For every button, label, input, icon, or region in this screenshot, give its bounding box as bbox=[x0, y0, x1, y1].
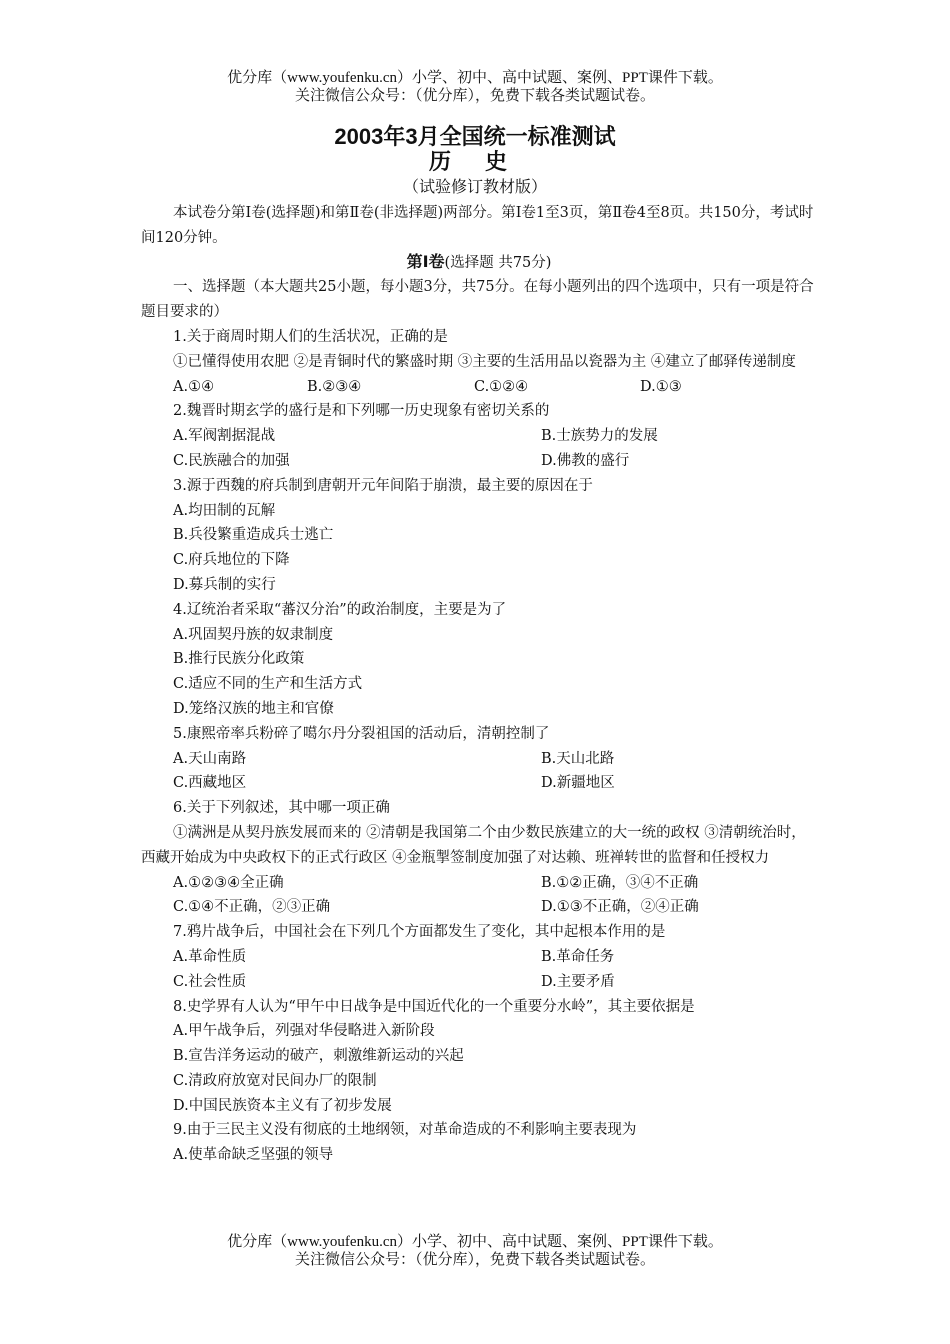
question-stem: 1.关于商周时期人们的生活状况，正确的是 bbox=[173, 328, 448, 345]
option-c[interactable]: C.适应不同的生产和生活方式 bbox=[173, 676, 363, 693]
option-a[interactable]: A.均田制的瓦解 bbox=[173, 502, 276, 519]
option-b[interactable]: B.士族势力的发展 bbox=[541, 428, 658, 445]
option-b[interactable]: B.推行民族分化政策 bbox=[173, 651, 305, 668]
question-stem: 8.史学界有人认为“甲午中日战争是中国近代化的一个重要分水岭”，其主要依据是 bbox=[173, 998, 695, 1015]
footer-line-2: 关注微信公众号：（优分库），免费下载各类试题试卷。 bbox=[294, 1252, 655, 1268]
option-d[interactable]: D.新疆地区 bbox=[541, 775, 615, 792]
option-c[interactable]: C.社会性质 bbox=[173, 973, 247, 990]
option-row bbox=[141, 375, 817, 400]
option-c[interactable]: C.清政府放宽对民间办厂的限制 bbox=[173, 1072, 377, 1089]
option-a[interactable]: A.军阀割据混战 bbox=[173, 428, 276, 445]
option-row bbox=[141, 945, 817, 970]
header-line-1: 优分库（www.youfenku.cn）小学、初中、高中试题、案例、PPT课件下载。 bbox=[227, 70, 723, 86]
option-row bbox=[141, 895, 817, 920]
edition-label: （试验修订教材版） bbox=[402, 177, 547, 196]
option-b[interactable]: B.兵役繁重造成兵士逃亡 bbox=[173, 527, 334, 544]
section-heading bbox=[141, 251, 817, 276]
section-label: 第Ⅰ卷 bbox=[406, 253, 445, 271]
question-stem: 2.魏晋时期玄学的盛行是和下列哪一历史现象有密切关系的 bbox=[173, 403, 550, 420]
option-row bbox=[141, 771, 817, 796]
option-a[interactable]: A.甲午战争后，列强对华侵略进入新阶段 bbox=[173, 1023, 435, 1040]
question-stem: 6.关于下列叙述，其中哪一项正确 bbox=[173, 800, 390, 817]
option-d[interactable]: D.①③不正确，②④正确 bbox=[541, 899, 699, 916]
option-b[interactable]: B.革命任务 bbox=[541, 948, 615, 965]
question-stem: 9.由于三民主义没有彻底的土地纲领，对革命造成的不利影响主要表现为 bbox=[173, 1122, 637, 1139]
exam-content bbox=[141, 201, 817, 1168]
section-note: (选择题 共75分) bbox=[444, 254, 552, 271]
option-b[interactable]: B.天山北路 bbox=[541, 750, 615, 767]
part1-heading: 一、选择题（本大题共25小题，每小题3分，共75分。在每小题列出的四个选项中，只有一项是符合题目要求的） bbox=[141, 279, 814, 321]
option-c[interactable]: C.①②④ bbox=[474, 378, 529, 395]
question-stem: 3.源于西魏的府兵制到唐朝开元年间陷于崩溃，最主要的原因在于 bbox=[173, 477, 593, 494]
question-stem: 5.康熙帝率兵粉碎了噶尔丹分裂祖国的活动后，清朝控制了 bbox=[173, 725, 550, 742]
option-b[interactable]: B.①②正确，③④不正确 bbox=[541, 874, 699, 891]
question-stem: 7.鸦片战争后，中国社会在下列几个方面都发生了变化，其中起根本作用的是 bbox=[173, 924, 666, 941]
option-b[interactable]: B.宣告洋务运动的破产，刺激维新运动的兴起 bbox=[173, 1048, 464, 1065]
option-d[interactable]: D.主要矛盾 bbox=[541, 973, 615, 990]
option-b[interactable]: B.②③④ bbox=[307, 378, 362, 395]
option-d[interactable]: D.①③ bbox=[640, 378, 682, 395]
option-a[interactable]: A.革命性质 bbox=[173, 948, 247, 965]
option-d[interactable]: D.中国民族资本主义有了初步发展 bbox=[173, 1097, 392, 1114]
option-a[interactable]: A.天山南路 bbox=[173, 750, 247, 767]
option-a[interactable]: A.①②③④全正确 bbox=[173, 874, 284, 891]
option-a[interactable]: A.①④ bbox=[173, 378, 215, 395]
option-c[interactable]: C.①④不正确，②③正确 bbox=[173, 899, 331, 916]
option-row bbox=[141, 424, 817, 449]
option-a[interactable]: A.巩固契丹族的奴隶制度 bbox=[173, 626, 334, 643]
header-line-2: 关注微信公众号：（优分库），免费下载各类试题试卷。 bbox=[294, 88, 655, 104]
option-c[interactable]: C.府兵地位的下降 bbox=[173, 552, 290, 569]
footer-line-1: 优分库（www.youfenku.cn）小学、初中、高中试题、案例、PPT课件下载。 bbox=[227, 1234, 723, 1250]
option-row bbox=[141, 449, 817, 474]
subject-title: 历 史 bbox=[428, 149, 522, 174]
option-d[interactable]: D.佛教的盛行 bbox=[541, 452, 630, 469]
question-statements: ①已懂得使用农肥 ②是青铜时代的繁盛时期 ③主要的生活用品以瓷器为主 ④建立了邮驿传递制度 bbox=[173, 353, 796, 370]
option-c[interactable]: C.民族融合的加强 bbox=[173, 452, 290, 469]
question-stem: 4.辽统治者采取“蕃汉分治”的政治制度，主要是为了 bbox=[173, 601, 507, 618]
exam-title: 2003年3月全国统一标准测试 bbox=[334, 124, 616, 149]
intro-text: 本试卷分第Ⅰ卷(选择题)和第Ⅱ卷(非选择题)两部分。第Ⅰ卷1至3页，第Ⅱ卷4至8页。共150分，考试时间120分钟。 bbox=[141, 205, 814, 246]
option-c[interactable]: C.西藏地区 bbox=[173, 775, 247, 792]
option-row bbox=[141, 747, 817, 772]
option-row bbox=[141, 871, 817, 896]
option-d[interactable]: D.笼络汉族的地主和官僚 bbox=[173, 700, 334, 717]
option-a[interactable]: A.使革命缺乏坚强的领导 bbox=[173, 1147, 334, 1164]
option-d[interactable]: D.募兵制的实行 bbox=[173, 576, 276, 593]
option-row bbox=[141, 970, 817, 995]
question-statements: ①满洲是从契丹族发展而来的 ②清朝是我国第二个由少数民族建立的大一统的政权 ③清朝统治时，西藏开始成为中央政权下的正式行政区 ④金瓶掣签制度加强了对达赖、班禅转世的监督和任授权力 bbox=[141, 824, 806, 866]
